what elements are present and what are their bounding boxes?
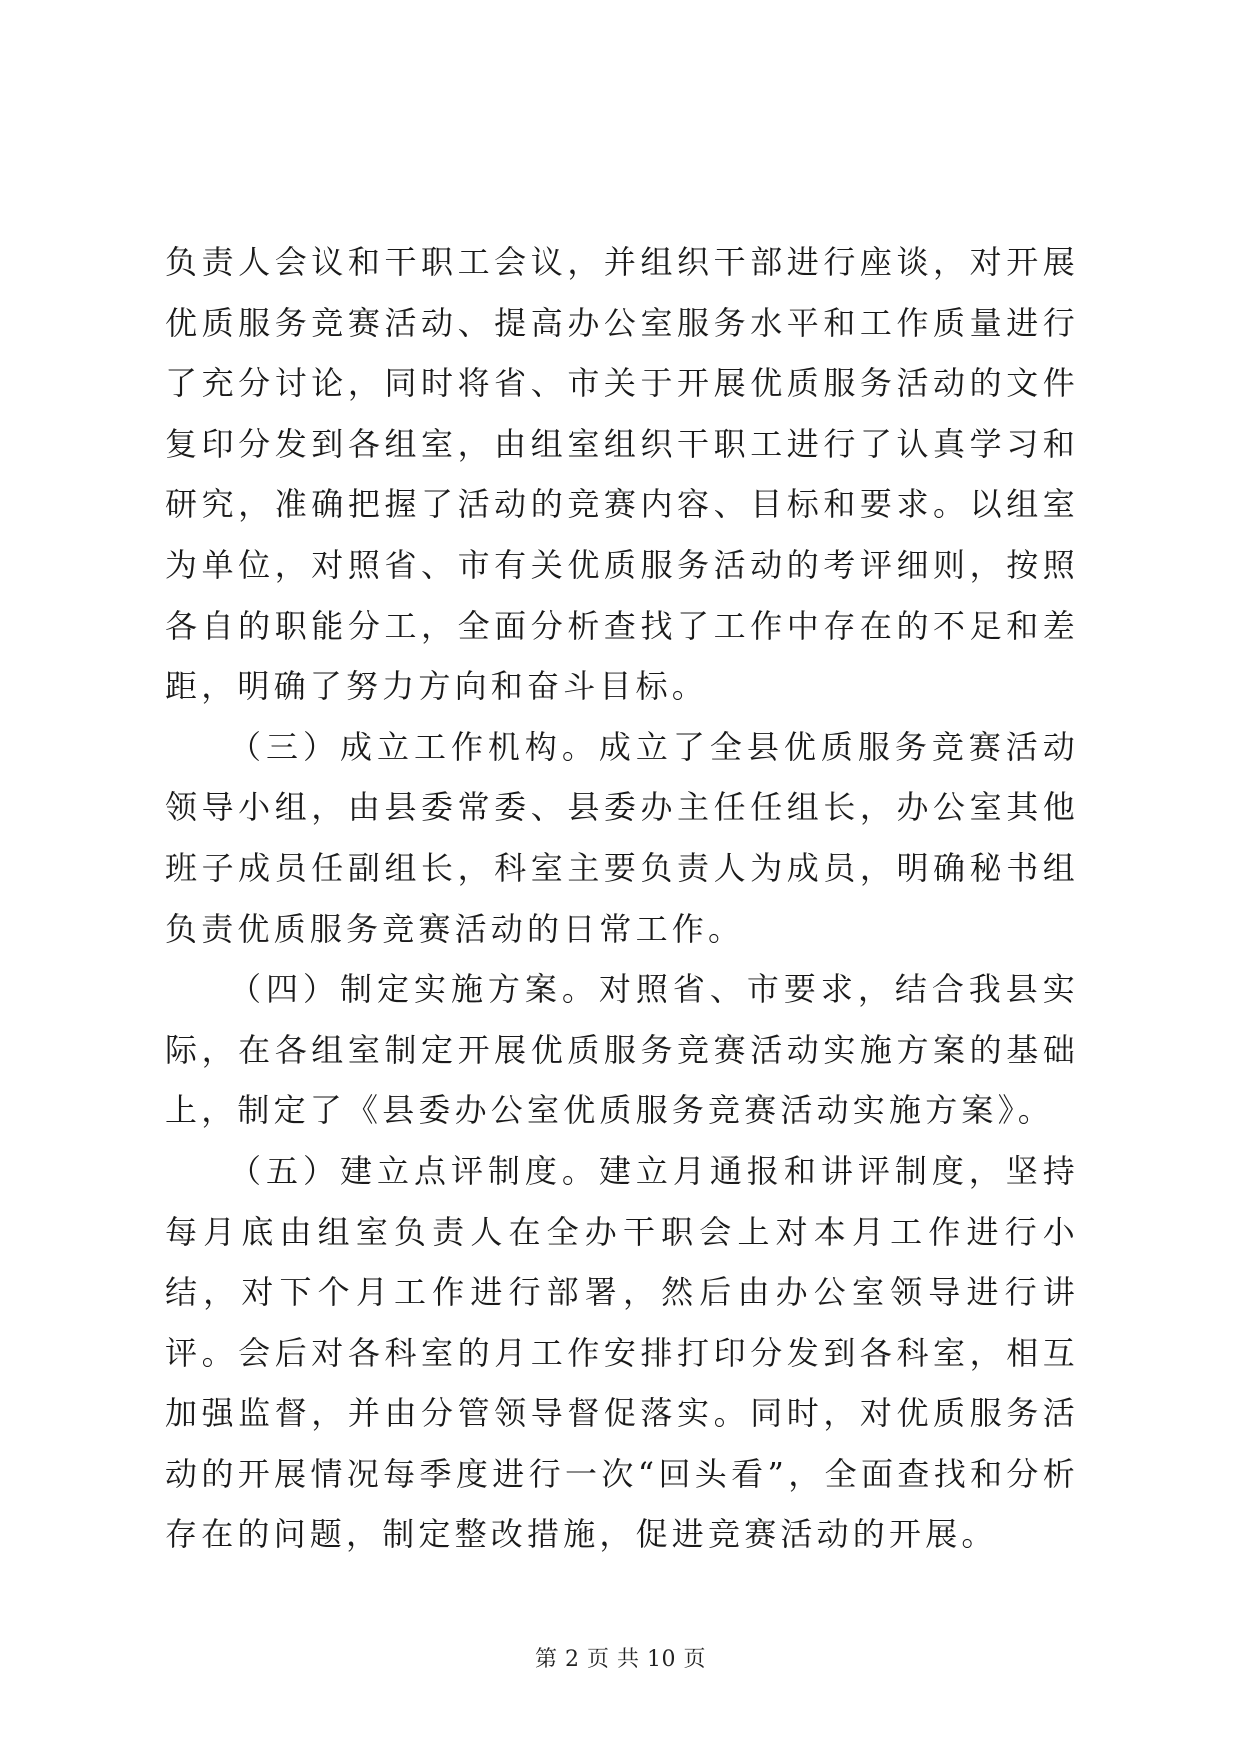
paragraph-section-3: （三）成立工作机构。成立了全县优质服务竞赛活动领导小组，由县委常委、县委办主任任组长，办公室其他班子成员任副组长，科室主要负责人为成员，明确秘书组负责优质服务竞赛活动的日常工作。 [165,727,1079,948]
document-body [165,232,1079,1565]
paragraph-continuation: 负责人会议和干职工会议，并组织干部进行座谈，对开展优质服务竞赛活动、提高办公室服务水平和工作质量进行了充分讨论，同时将省、市关于开展优质服务活动的文件复印分发到各组室，由组室组织干职工进行了认真学习和研究，准确把握了活动的竞赛内容、目标和要求。以组室为单位，对照省、市有关优质服务活动的考评细则，按照各自的职能分工，全面分析查找了工作中存在的不足和差距，明确了努力方向和奋斗目标。 [165,243,1079,706]
paragraph-section-4: （四）制定实施方案。对照省、市要求，结合我县实际，在各组室制定开展优质服务竞赛活动实施方案的基础上，制定了《县委办公室优质服务竞赛活动实施方案》。 [165,970,1079,1130]
page-number-footer: 第 2 页 共 10 页 [535,1647,706,1672]
paragraph-section-5: （五）建立点评制度。建立月通报和讲评制度，坚持每月底由组室负责人在全办干职会上对本月工作进行小结，对下个月工作进行部署，然后由办公室领导进行讲评。会后对各科室的月工作安排打印分发到各科室，相互加强监督，并由分管领导督促落实。同时，对优质服务活动的开展情况每季度进行一次“回头看”，全面查找和分析存在的问题，制定整改措施，促进竞赛活动的开展。 [165,1151,1079,1554]
